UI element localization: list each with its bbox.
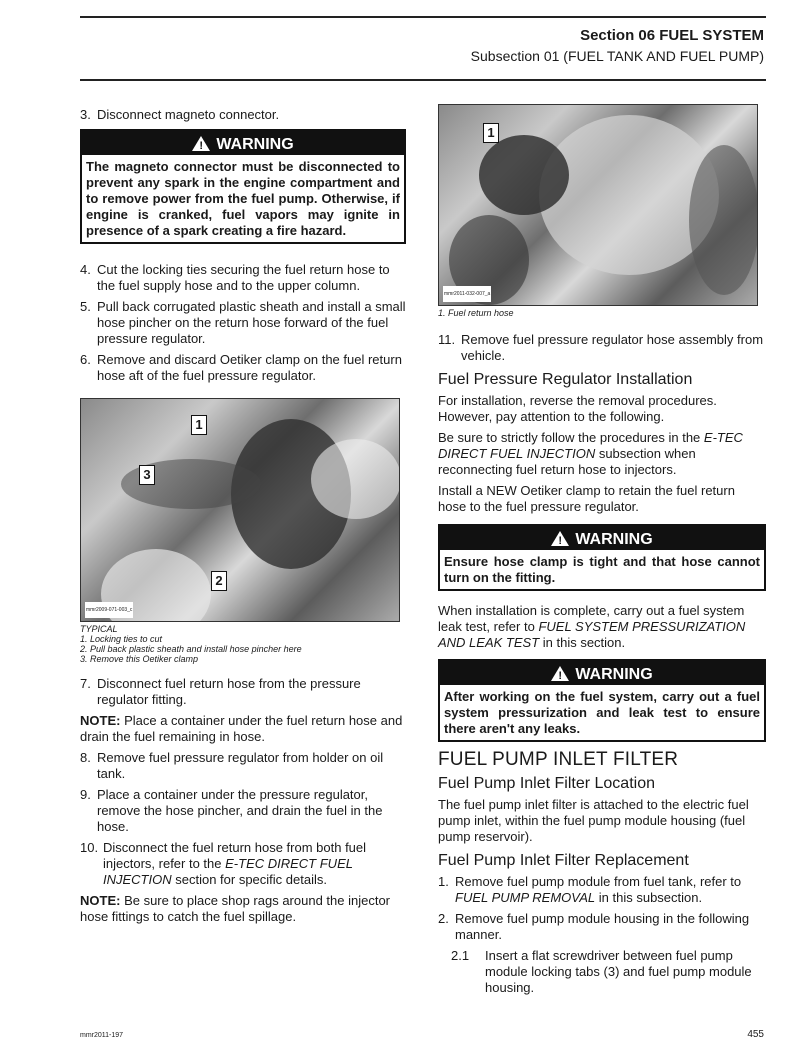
step-4: 4. Cut the locking ties securing the fuel return hose to the fuel supply hose and to the upper column. <box>80 262 390 293</box>
warning-triangle-icon <box>192 136 210 151</box>
caption-title: TYPICAL <box>80 624 118 634</box>
installation-leak-test: When installation is complete, carry out a fuel system leak test, refer to FUEL SYSTEM PRESSURIZATION AND LEAK TEST in this section. <box>438 603 746 650</box>
note-shop-rags: NOTE: Be sure to place shop rags around the injector hose fittings to catch the fuel spillage. <box>80 893 391 924</box>
callout-2: 2 <box>211 571 227 591</box>
installation-heading: Fuel Pressure Regulator Installation <box>438 371 693 388</box>
header-bottom-rule <box>80 79 766 81</box>
cross-reference: FUEL PUMP REMOVAL <box>455 890 596 905</box>
cross-reference: E-TEC DIRECT FUEL INJECTION <box>103 856 353 887</box>
warning-header: !WARNING <box>440 661 764 685</box>
warning-header: !WARNING <box>440 526 764 550</box>
cross-reference: E-TEC DIRECT FUEL INJECTION <box>438 430 743 461</box>
step-3: 3. Disconnect magneto connector. <box>80 107 280 122</box>
warning-header: !WARNING <box>82 131 404 155</box>
installation-intro: For installation, reverse the removal procedures. However, pay attention to the following. <box>438 393 717 424</box>
right-column <box>438 104 766 1001</box>
photo-id: mmr2011-032-007_a <box>443 286 491 302</box>
callout-1: 1 <box>191 415 207 435</box>
callout-1: 1 <box>483 123 499 143</box>
installation-clamp: Install a NEW Oetiker clamp to retain the fuel return hose to the fuel pressure regulator. <box>438 483 735 514</box>
main-heading: FUEL PUMP INLET FILTER <box>438 749 679 770</box>
callout-3: 3 <box>139 465 155 485</box>
warning-text: Ensure hose clamp is tight and that hose cannot turn on the fitting. <box>444 554 760 585</box>
warning-text: After working on the fuel system, carry out a fuel system pressurization and leak test to ensure there aren't any leaks. <box>444 689 760 736</box>
caption-item: 1. Fuel return hose <box>438 308 514 318</box>
note-drain: NOTE: Place a container under the fuel return hose and drain the fuel remaining in hose. <box>80 713 403 744</box>
step-5: 5. Pull back corrugated plastic sheath and install a small hose pincher on the return hose forward of the fuel pressure regulator. <box>80 299 406 346</box>
warning-triangle-icon <box>551 666 569 681</box>
step-8: 8. Remove fuel pressure regulator from holder on oil tank. <box>80 750 384 781</box>
section-title: Section 06 FUEL SYSTEM <box>580 27 764 44</box>
page-number: 455 <box>747 1029 764 1040</box>
left-column <box>80 107 406 930</box>
header-top-rule <box>80 16 766 18</box>
step-7: 7. Disconnect fuel return hose from the pressure regulator fitting. <box>80 676 361 707</box>
warning-box-magneto <box>80 129 406 244</box>
document-id: mmr2011-197 <box>80 1032 124 1039</box>
step-10: 10. Disconnect the fuel return hose from both fuel injectors, refer to the E-TEC DIRECT FUEL INJECTION section for specific details. <box>80 840 367 887</box>
caption-item: 2. Pull back plastic sheath and install hose pincher here <box>80 644 302 654</box>
replacement-step-2-1: 2.1 Insert a flat screwdriver between fuel pump module locking tabs (3) and fuel pump module housing. <box>451 948 752 995</box>
step-6: 6. Remove and discard Oetiker clamp on the fuel return hose aft of the fuel pressure regulator. <box>80 352 402 383</box>
installation-reference: Be sure to strictly follow the procedures in the E-TEC DIRECT FUEL INJECTION subsection when reconnecting fuel return hose to injectors. <box>438 430 743 477</box>
replacement-step-1: 1. Remove fuel pump module from fuel tank, refer to FUEL PUMP REMOVAL in this subsection. <box>438 874 742 905</box>
photo-id: mmr2009-071-003_c <box>85 602 133 618</box>
warning-text: The magneto connector must be disconnected to prevent any spark in the engine compartment and to remove power from the fuel pump. Otherwise, if engine is cranked, fuel vapors may ignite in presence of a spark creating a fire hazard. <box>86 159 400 238</box>
location-text: The fuel pump inlet filter is attached to the electric fuel pump inlet, within the fuel pump module housing (fuel pump reservoir). <box>438 797 749 844</box>
fuel-return-hose-photo <box>438 104 758 306</box>
replacement-step-2: 2. Remove fuel pump module housing in the following manner. <box>438 911 750 942</box>
warning-box-hose-clamp <box>438 524 766 591</box>
caption-item: 1. Locking ties to cut <box>80 634 163 644</box>
step-9: 9. Place a container under the pressure regulator, remove the hose pincher, and drain the fuel in the hose. <box>80 787 383 834</box>
photo-caption <box>80 624 406 664</box>
cross-reference: FUEL SYSTEM PRESSURIZATION AND LEAK TEST <box>438 619 746 650</box>
location-heading: Fuel Pump Inlet Filter Location <box>438 775 655 792</box>
step-11: 11. Remove fuel pressure regulator hose assembly from vehicle. <box>438 332 764 363</box>
caption-item: 3. Remove this Oetiker clamp <box>80 654 199 664</box>
warning-triangle-icon <box>551 531 569 546</box>
subsection-title: Subsection 01 (FUEL TANK AND FUEL PUMP) <box>470 48 764 64</box>
engine-photo-typical <box>80 398 400 622</box>
replacement-heading: Fuel Pump Inlet Filter Replacement <box>438 852 689 869</box>
warning-box-leak-test <box>438 659 766 742</box>
photo-caption <box>438 308 766 318</box>
